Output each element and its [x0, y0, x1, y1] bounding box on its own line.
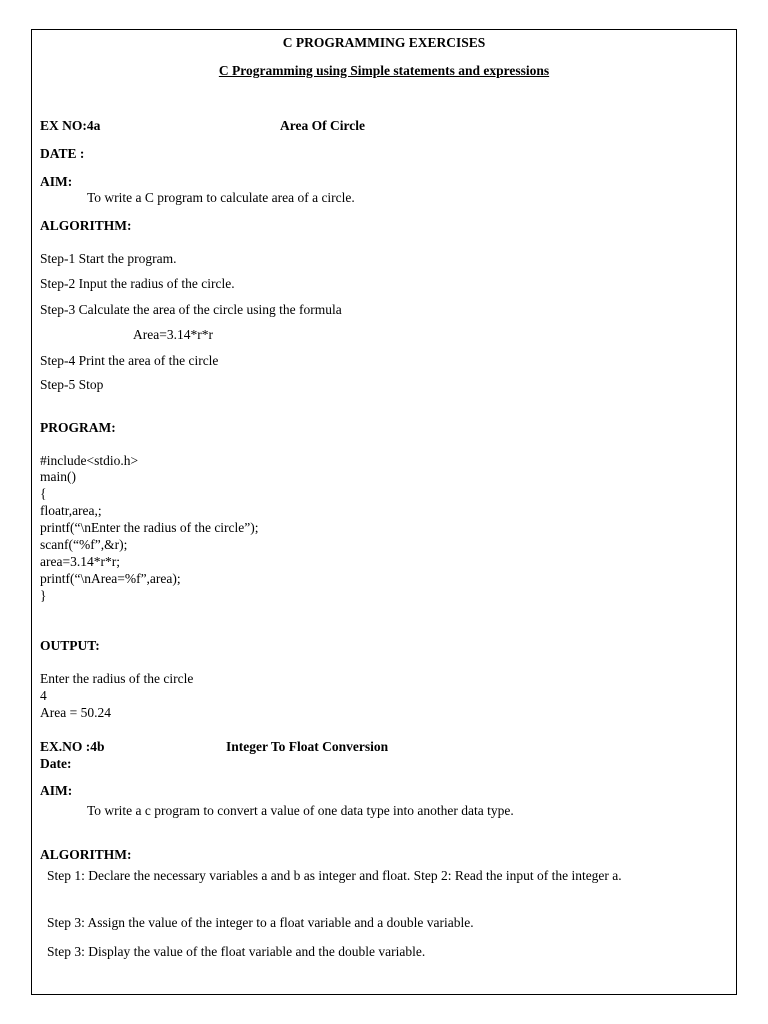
- ex4a-program-label: PROGRAM:: [40, 420, 116, 435]
- ex4b-number: EX.NO :4b: [40, 739, 105, 754]
- ex4b-step: Step 3: Display the value of the float variable and the double variable.: [47, 944, 426, 959]
- ex4b-aim-text: To write a c program to convert a value of one data type into another data type.: [87, 803, 514, 818]
- code-line: floatr,area,;: [40, 503, 102, 518]
- ex4a-step: Step-1 Start the program.: [40, 251, 177, 266]
- page-border: [31, 29, 737, 995]
- code-line: }: [40, 588, 47, 603]
- ex4a-step: Step-5 Stop: [40, 377, 104, 392]
- ex4a-step: Step-2 Input the radius of the circle.: [40, 276, 235, 291]
- ex4a-step: Step-4 Print the area of the circle: [40, 353, 219, 368]
- ex4a-step: Step-3 Calculate the area of the circle using the formula: [40, 302, 342, 317]
- ex4a-formula: Area=3.14*r*r: [133, 327, 213, 342]
- code-line: main(): [40, 469, 76, 484]
- ex4a-number: EX NO:4a: [40, 118, 101, 133]
- code-line: printf(“\nEnter the radius of the circle”);: [40, 520, 259, 535]
- output-line: Enter the radius of the circle: [40, 671, 194, 686]
- output-line: 4: [40, 688, 47, 703]
- ex4a-aim-text: To write a C program to calculate area of a circle.: [87, 190, 355, 205]
- ex4b-aim-label: AIM:: [40, 783, 73, 798]
- document-subtitle: C Programming using Simple statements and expressions: [218, 63, 550, 78]
- ex4a-algorithm-label: ALGORITHM:: [40, 218, 132, 233]
- ex4a-title: Area Of Circle: [280, 118, 365, 133]
- code-line: #include<stdio.h>: [40, 453, 139, 468]
- code-line: printf(“\nArea=%f”,area);: [40, 571, 181, 586]
- ex4b-step: Step 1: Declare the necessary variables a and b as integer and float. Step 2: Read the input of the integer a.: [47, 868, 622, 883]
- document-title: C PROGRAMMING EXERCISES: [282, 35, 486, 50]
- ex4b-step: Step 3: Assign the value of the integer to a float variable and a double variable.: [47, 915, 474, 930]
- code-line: area=3.14*r*r;: [40, 554, 120, 569]
- ex4b-algorithm-label: ALGORITHM:: [40, 847, 132, 862]
- ex4a-aim-label: AIM:: [40, 174, 73, 189]
- code-line: scanf(“%f”,&r);: [40, 537, 128, 552]
- ex4b-title: Integer To Float Conversion: [226, 739, 389, 754]
- ex4a-output-label: OUTPUT:: [40, 638, 100, 653]
- ex4b-date-label: Date:: [40, 756, 72, 771]
- output-line: Area = 50.24: [40, 705, 111, 720]
- ex4a-date-label: DATE :: [40, 146, 85, 161]
- code-line: {: [40, 486, 47, 501]
